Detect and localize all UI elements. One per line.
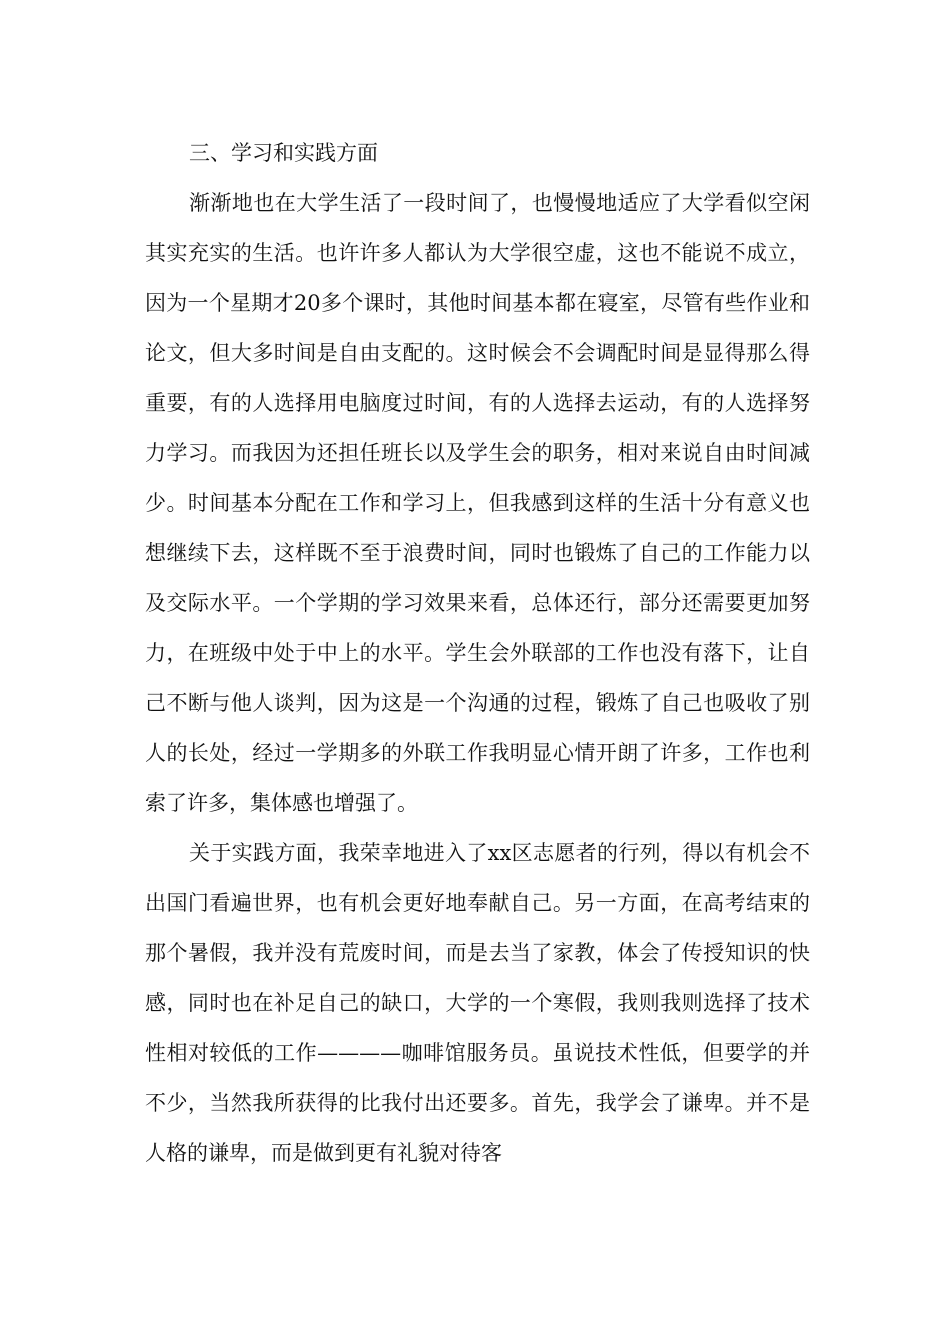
paragraph-practice: 关于实践方面，我荣幸地进入了xx区志愿者的行列，得以有机会不出国门看遍世界，也有机会更好地奉献自己。另一方面，在高考结束的那个暑假，我并没有荒废时间，而是去当了家教，体会了传授知识的快感，同时也在补足自己的缺口，大学的一个寒假，我则我则选择了技术性相对较低的工作————咖啡馆服务员。虽说技术性低，但要学的并不少，当然我所获得的比我付出还要多。首先，我学会了谦卑。并不是人格的谦卑，而是做到更有礼貌对待客 [145,841,810,1165]
document-body [145,128,810,1178]
section-heading: 三、学习和实践方面 [189,141,378,165]
paragraph-study: 渐渐地也在大学生活了一段时间了，也慢慢地适应了大学看似空闲其实充实的生活。也许许多人都认为大学很空虚，这也不能说不成立，因为一个星期才20多个课时，其他时间基本都在寝室，尽管有些作业和论文，但大多时间是自由支配的。这时候会不会调配时间是显得那么得重要，有的人选择用电脑度过时间，有的人选择去运动，有的人选择努力学习。而我因为还担任班长以及学生会的职务，相对来说自由时间减少。时间基本分配在工作和学习上，但我感到这样的生活十分有意义也想继续下去，这样既不至于浪费时间，同时也锻炼了自己的工作能力以及交际水平。一个学期的学习效果来看，总体还行，部分还需要更加努力，在班级中处于中上的水平。学生会外联部的工作也没有落下，让自己不断与他人谈判，因为这是一个沟通的过程，锻炼了自己也吸收了别人的长处，经过一学期多的外联工作我明显心情开朗了许多，工作也利索了许多，集体感也增强了。 [145,191,810,815]
